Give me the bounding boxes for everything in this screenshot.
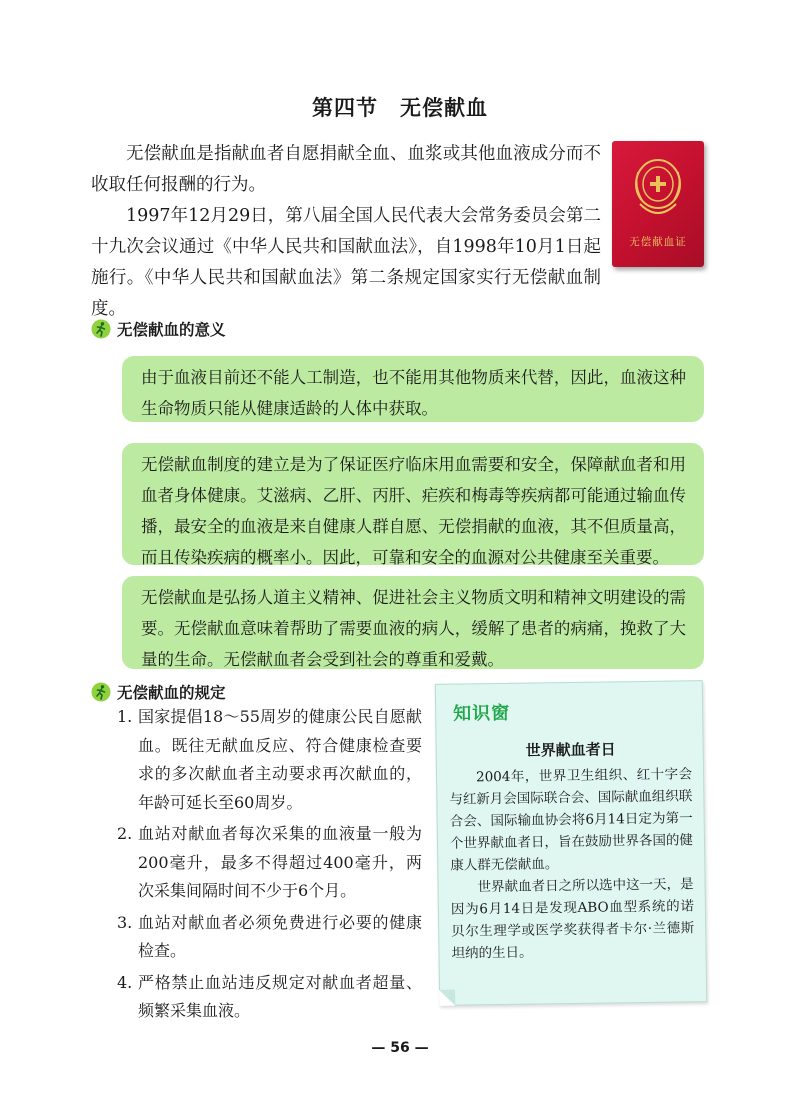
- item-number: 3.: [117, 912, 133, 932]
- runner-icon: [91, 319, 111, 339]
- item-text: 严格禁止血站违反规定对献血者超量、频繁采集血液。: [138, 972, 422, 1020]
- page-title: [0, 92, 800, 122]
- significance-box-3: [122, 576, 704, 669]
- knowledge-paragraph-1: 2004年，世界卫生组织、红十字会与红新月会国际联合会、国际献血组织联合会、国际输血协会将6月14日定为第一个世界献血者日，旨在鼓励世界各国的健康人群无偿献血。: [449, 766, 694, 874]
- section-name: 无偿献血: [400, 96, 488, 120]
- red-cross-emblem-icon: [630, 154, 686, 222]
- page-number: — 56 —: [371, 1040, 429, 1056]
- certificate-label: 无偿献血证: [629, 236, 687, 248]
- item-text: 血站对献血者每次采集的血液量一般为200毫升，最多不得超过400毫升，两次采集间隔时间不少于6个月。: [138, 824, 422, 900]
- significance-text-1: 由于血液目前还不能人工制造，也不能用其他物质来代替，因此，血液这种生命物质只能从健康适龄的人体中获取。: [141, 368, 686, 418]
- regulations-list: [117, 703, 422, 1029]
- item-number: 1.: [117, 707, 133, 726]
- list-item: [117, 909, 422, 966]
- significance-box-2: [122, 443, 704, 565]
- runner-icon: [91, 682, 111, 702]
- section-number: 第四节: [312, 96, 378, 120]
- regulations-heading-text: 无偿献血的规定: [117, 684, 226, 702]
- significance-text-3: 无偿献血是弘扬人道主义精神、促进社会主义物质文明和精神文明建设的需要。无偿献血意味着帮助了需要血液的病人，缓解了患者的病痛，挽救了大量的生命。无偿献血者会受到社会的尊重和爱戴。: [141, 588, 686, 669]
- page-curl: [439, 990, 455, 1006]
- knowledge-window-note: [435, 680, 707, 1006]
- knowledge-window-title: 知识窗: [453, 702, 511, 725]
- intro-text: [91, 139, 601, 325]
- item-number: 4.: [117, 972, 133, 992]
- list-item: [117, 969, 422, 1026]
- knowledge-paragraph-2: 世界献血者日之所以选中这一天，是因为6月14日是发现ABO血型系统的诺贝尔生理学或医学奖获得者卡尔·兰德斯坦纳的生日。: [450, 876, 695, 962]
- significance-heading-text: 无偿献血的意义: [117, 321, 226, 339]
- intro-paragraph-2: 1997年12月29日，第八届全国人民代表大会常务委员会第二十九次会议通过《中华人民共和国献血法》，自1998年10月1日起施行。《中华人民共和国献血法》第二条规定国家实行无偿献血制度。: [91, 206, 601, 319]
- item-number: 2.: [117, 824, 133, 843]
- item-text: 国家提倡18～55周岁的健康公民自愿献血。既往无献血反应、符合健康检查要求的多次献血者主动要求再次献血的，年龄可延长至60周岁。: [138, 707, 422, 812]
- list-item: [117, 820, 422, 906]
- knowledge-window-body: [449, 763, 695, 964]
- knowledge-window-subtitle: 世界献血者日: [525, 740, 616, 760]
- significance-box-1: [122, 356, 704, 422]
- regulations-heading: [91, 681, 226, 703]
- item-text: 血站对献血者必须免费进行必要的健康检查。: [138, 912, 422, 960]
- intro-paragraph-1: 无偿献血是指献血者自愿捐献全血、血浆或其他血液成分而不收取任何报酬的行为。: [91, 144, 601, 195]
- significance-heading: [91, 318, 226, 340]
- list-item: [117, 703, 422, 817]
- significance-text-2: 无偿献血制度的建立是为了保证医疗临床用血需要和安全，保障献血者和用血者身体健康。艾滋病、乙肝、丙肝、疟疾和梅毒等疾病都可能通过输血传播，最安全的血液是来自健康人群自愿、无偿捐献的血液，其不但质量高，而且传染疾病的概率小。因此，可靠和安全的血源对公共健康至关重要。: [141, 455, 686, 567]
- blood-donation-certificate-image: [612, 141, 704, 267]
